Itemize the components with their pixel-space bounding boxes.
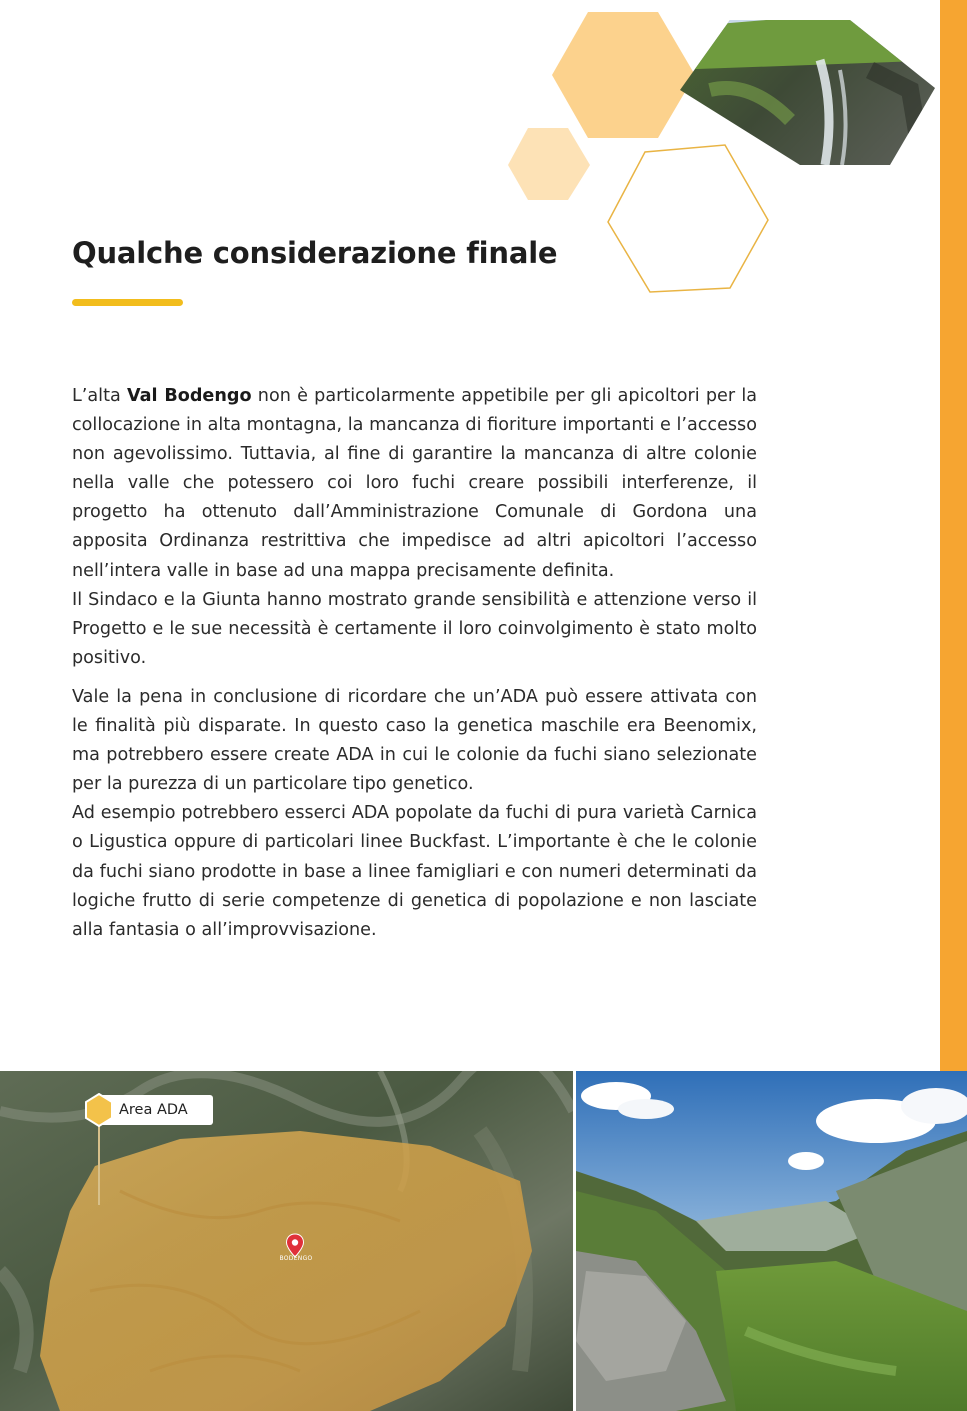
side-accent-bar	[940, 0, 967, 1071]
hexagon-icon	[84, 1093, 114, 1127]
val-bodengo-bold: Val Bodengo	[127, 386, 252, 406]
map-leader-line	[98, 1125, 100, 1205]
paragraph-1: L’alta Val Bodengo non è particolarmente appetibile per gli apicoltori per la collocazione in alta montagna, la mancanza di fioriture importanti e l’accesso non agevolissimo. Tuttavia, al fine di garantire la mancanza di altre colonie nella valle che potessero coi loro fuchi creare possibili interferenze, il progetto ha ottenuto dall’Amministrazione Comunale di Gordona una apposita Ordinanza restrittiva che impedisce ad altri apicoltori l’accesso nell’intera valle in base ad una mappa precisamente definita.	[72, 386, 757, 581]
paragraph-3: Vale la pena in conclusione di ricordare che un’ADA può essere attivata con le finalità più disparate. In questo caso la genetica maschile era Beenomix, ma potrebbero essere create ADA in cui le colonie da fuchi siano selezionate per la purezza di un particolare tipo genetico.	[72, 686, 757, 795]
hex-light	[552, 12, 695, 138]
hex-outline	[608, 145, 768, 292]
body-text	[72, 382, 757, 945]
paragraph-4: Ad esempio potrebbero esserci ADA popolate da fuchi di pura varietà Carnica o Ligustica oppure di particolari linee Buckfast. L’importante è che le colonie da fuchi siano prodotte in base a linee famigliari e con numeri determinati da logiche frutto di serie competenze di genetica di popolazione e non lasciate alla fantasia o all’improvvisazione.	[72, 803, 757, 940]
valley-photo	[576, 1071, 967, 1411]
map-pin-label: BODENGO	[279, 1255, 313, 1262]
paragraph-2: Il Sindaco e la Giunta hanno mostrato grande sensibilità e attenzione verso il Progetto e le sue necessità è certamente il loro coinvolgimento è stato molto positivo.	[72, 589, 757, 668]
map-legend-label: Area ADA	[98, 1095, 213, 1125]
title-underline	[72, 299, 183, 306]
hexagon-decoration	[490, 0, 940, 300]
bottom-photos	[0, 1071, 967, 1411]
page-title: Qualche considerazione finale	[72, 236, 558, 270]
waterfall-photo	[670, 0, 940, 300]
hex-pale	[508, 128, 590, 200]
